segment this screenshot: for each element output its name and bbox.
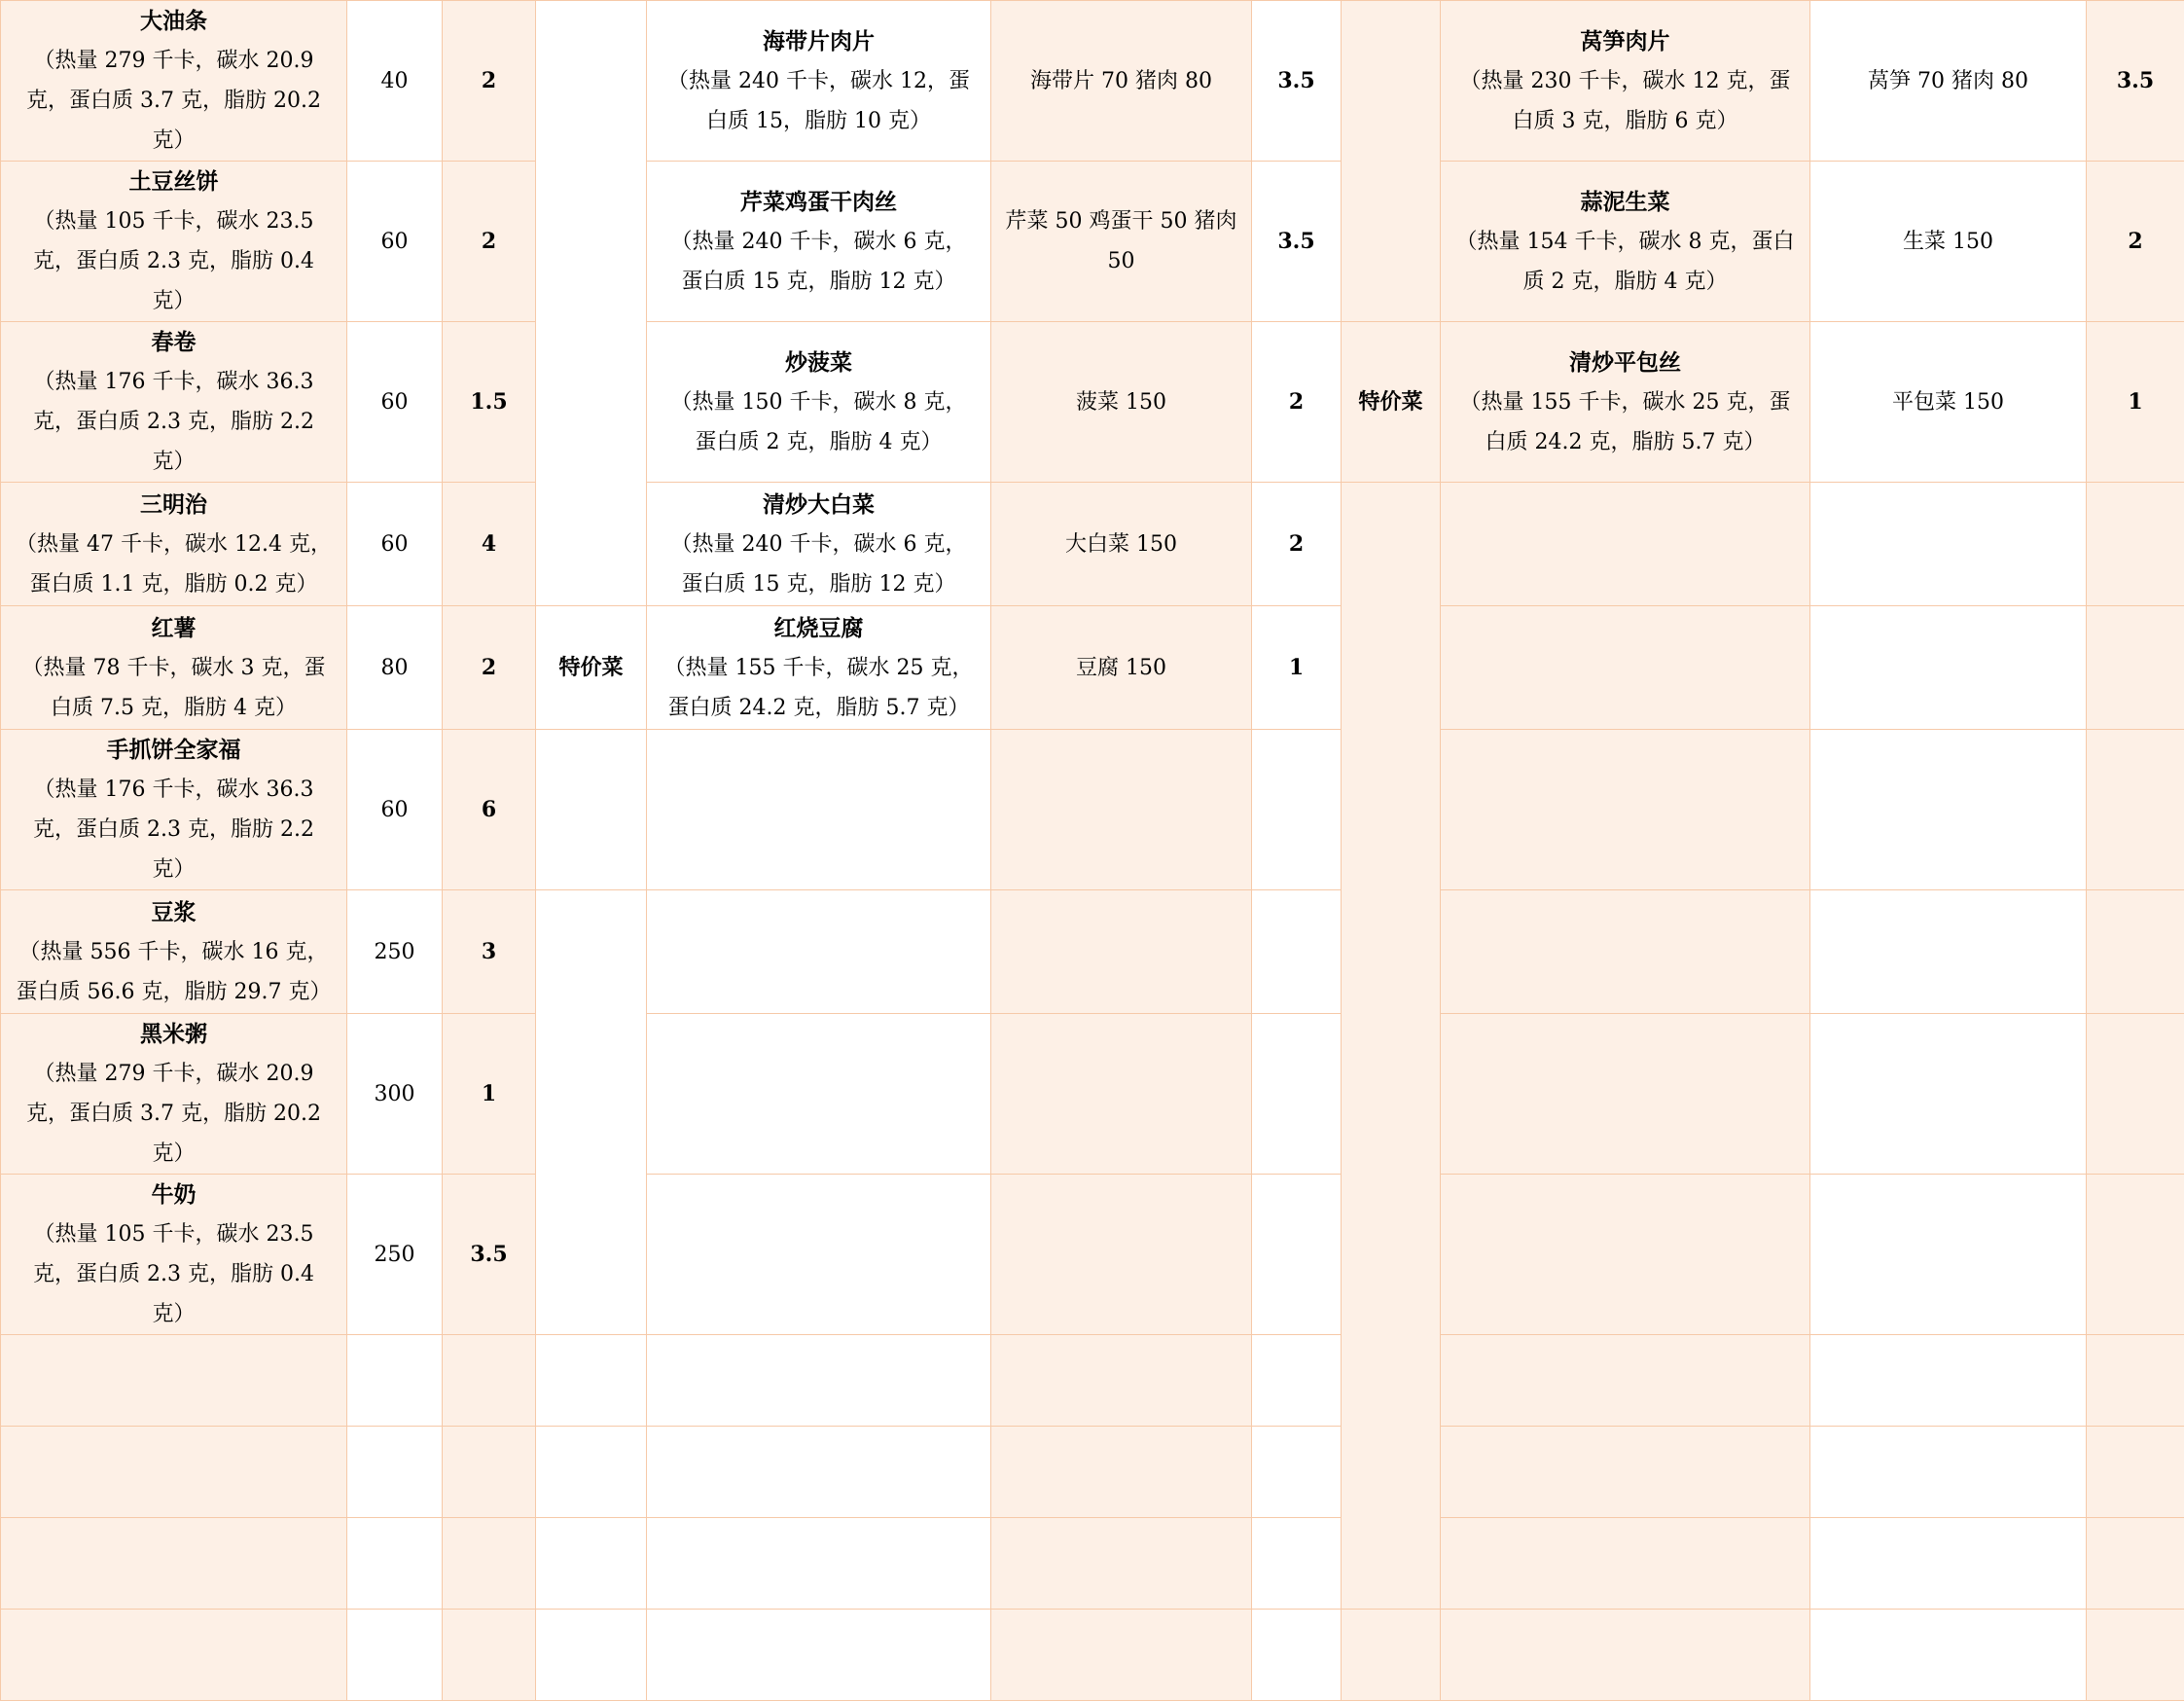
empty-cell — [647, 1427, 991, 1518]
dish-name: 牛奶 — [15, 1175, 333, 1214]
table-row — [1, 606, 2184, 730]
empty-cell — [1342, 483, 1441, 1610]
empty-cell — [1252, 890, 1342, 1014]
staple-price-cell: 3.5 — [443, 1175, 536, 1335]
empty-cell — [2087, 606, 2184, 730]
empty-cell — [443, 1427, 536, 1518]
menu-body — [1, 1, 2184, 1701]
table-row — [1, 730, 2184, 890]
staple-price-cell: 2 — [443, 606, 536, 730]
empty-cell — [991, 1335, 1252, 1427]
special-price-cell: 2 — [2087, 162, 2184, 322]
staple-dish-cell — [1, 890, 347, 1014]
empty-cell — [1441, 730, 1810, 890]
special-dish-cell — [1441, 1, 1810, 162]
empty-cell — [1252, 730, 1342, 890]
staple-price-cell: 4 — [443, 483, 536, 606]
special-price-cell: 1 — [2087, 322, 2184, 483]
staple-price-cell: 1 — [443, 1014, 536, 1175]
dish-name: 莴笋肉片 — [1454, 21, 1796, 61]
dish-name: 海带片肉片 — [661, 21, 977, 61]
empty-cell — [647, 1175, 991, 1335]
dish-name: 红薯 — [15, 608, 333, 648]
empty-cell — [1441, 606, 1810, 730]
staple-qty-cell: 60 — [347, 162, 443, 322]
empty-cell — [2087, 1427, 2184, 1518]
table-row — [1, 162, 2184, 322]
empty-cell — [1441, 890, 1810, 1014]
special-label: 特价菜 — [536, 606, 647, 730]
empty-cell — [991, 730, 1252, 890]
dish-nutrition: （热量 176 千卡，碳水 36.3 克，蛋白质 2.3 克，脂肪 2.2 克） — [15, 770, 333, 889]
empty-cell — [443, 1518, 536, 1610]
empty-cell — [1342, 1610, 1441, 1701]
empty-cell — [347, 1427, 443, 1518]
empty-cell — [647, 1518, 991, 1610]
empty-cell — [1441, 1175, 1810, 1335]
empty-cell — [536, 890, 647, 1335]
empty-cell — [1441, 1518, 1810, 1610]
empty-cell — [1441, 1014, 1810, 1175]
table-row — [1, 1610, 2184, 1701]
dish-name: 手抓饼全家福 — [15, 730, 333, 770]
staple-dish-cell — [1, 1, 347, 162]
special-label: 特价菜 — [1342, 322, 1441, 483]
staple-dish-cell — [1, 606, 347, 730]
staple-dish-cell — [1, 483, 347, 606]
table-row — [1, 1335, 2184, 1427]
empty-cell — [1810, 1518, 2087, 1610]
empty-cell — [1810, 890, 2087, 1014]
dish-nutrition: （热量 154 千卡，碳水 8 克，蛋白质 2 克，脂肪 4 克） — [1454, 222, 1796, 302]
staple-qty-cell: 80 — [347, 606, 443, 730]
staple-price-cell: 2 — [443, 162, 536, 322]
special-price-cell: 3.5 — [1252, 1, 1342, 162]
empty-cell — [1, 1610, 347, 1701]
dish-nutrition: （热量 150 千卡，碳水 8 克，蛋白质 2 克，脂肪 4 克） — [661, 382, 977, 462]
empty-cell — [2087, 1518, 2184, 1610]
empty-cell — [1, 1335, 347, 1427]
special-price-cell: 1 — [1252, 606, 1342, 730]
dish-nutrition: （热量 105 千卡，碳水 23.5 克，蛋白质 2.3 克，脂肪 0.4 克） — [15, 1214, 333, 1334]
dish-nutrition: （热量 240 千卡，碳水 12，蛋白质 15，脂肪 10 克） — [661, 61, 977, 141]
staple-dish-cell — [1, 162, 347, 322]
empty-cell — [536, 1, 647, 606]
table-row — [1, 1518, 2184, 1610]
special-ingredients-cell: 生菜 150 — [1810, 162, 2087, 322]
dish-nutrition: （热量 279 千卡，碳水 20.9 克，蛋白质 3.7 克，脂肪 20.2 克） — [15, 41, 333, 161]
dish-nutrition: （热量 556 千卡，碳水 16 克，蛋白质 56.6 克，脂肪 29.7 克） — [15, 932, 333, 1012]
empty-cell — [1441, 1335, 1810, 1427]
empty-cell — [1441, 1427, 1810, 1518]
dish-nutrition: （热量 155 千卡，碳水 25 克，蛋白质 24.2 克，脂肪 5.7 克） — [1454, 382, 1796, 462]
table-row — [1, 483, 2184, 606]
staple-qty-cell: 300 — [347, 1014, 443, 1175]
empty-cell — [991, 890, 1252, 1014]
special-ingredients-cell: 豆腐 150 — [991, 606, 1252, 730]
special-ingredients-cell: 平包菜 150 — [1810, 322, 2087, 483]
empty-cell — [1810, 483, 2087, 606]
empty-cell — [1252, 1518, 1342, 1610]
special-dish-cell — [647, 1, 991, 162]
dish-name: 蒜泥生菜 — [1454, 182, 1796, 222]
empty-cell — [2087, 730, 2184, 890]
empty-cell — [2087, 1335, 2184, 1427]
empty-cell — [1342, 1, 1441, 322]
empty-cell — [1252, 1427, 1342, 1518]
staple-qty-cell: 60 — [347, 483, 443, 606]
dish-nutrition: （热量 176 千卡，碳水 36.3 克，蛋白质 2.3 克，脂肪 2.2 克） — [15, 362, 333, 482]
table-row — [1, 1, 2184, 162]
empty-cell — [1810, 730, 2087, 890]
dish-nutrition: （热量 47 千卡，碳水 12.4 克，蛋白质 1.1 克，脂肪 0.2 克） — [15, 525, 333, 604]
empty-cell — [1810, 606, 2087, 730]
empty-cell — [536, 1610, 647, 1701]
empty-cell — [347, 1610, 443, 1701]
empty-cell — [1441, 1610, 1810, 1701]
empty-cell — [991, 1518, 1252, 1610]
special-dish-cell — [647, 162, 991, 322]
dish-nutrition: （热量 240 千卡，碳水 6 克，蛋白质 15 克，脂肪 12 克） — [661, 222, 977, 302]
staple-qty-cell: 60 — [347, 322, 443, 483]
dish-name: 清炒平包丝 — [1454, 343, 1796, 382]
empty-cell — [647, 730, 991, 890]
empty-cell — [647, 890, 991, 1014]
dish-name: 三明治 — [15, 485, 333, 525]
dish-name: 大油条 — [15, 1, 333, 41]
special-dish-cell — [647, 483, 991, 606]
empty-cell — [1252, 1175, 1342, 1335]
empty-cell — [536, 730, 647, 890]
table-row — [1, 890, 2184, 1014]
dish-name: 芹菜鸡蛋干肉丝 — [661, 182, 977, 222]
empty-cell — [991, 1175, 1252, 1335]
empty-cell — [1, 1427, 347, 1518]
staple-dish-cell — [1, 730, 347, 890]
empty-cell — [1, 1518, 347, 1610]
empty-cell — [1252, 1335, 1342, 1427]
empty-cell — [2087, 1014, 2184, 1175]
empty-cell — [1252, 1610, 1342, 1701]
empty-cell — [347, 1518, 443, 1610]
empty-cell — [647, 1610, 991, 1701]
empty-cell — [991, 1014, 1252, 1175]
dish-nutrition: （热量 155 千卡，碳水 25 克，蛋白质 24.2 克，脂肪 5.7 克） — [661, 648, 977, 728]
special-ingredients-cell: 大白菜 150 — [991, 483, 1252, 606]
empty-cell — [1810, 1610, 2087, 1701]
dish-name: 红烧豆腐 — [661, 608, 977, 648]
empty-cell — [347, 1335, 443, 1427]
special-ingredients-cell: 海带片 70 猪肉 80 — [991, 1, 1252, 162]
empty-cell — [1252, 1014, 1342, 1175]
staple-price-cell: 2 — [443, 1, 536, 162]
empty-cell — [443, 1335, 536, 1427]
table-row — [1, 1175, 2184, 1335]
special-ingredients-cell: 菠菜 150 — [991, 322, 1252, 483]
empty-cell — [443, 1610, 536, 1701]
special-dish-cell — [1441, 162, 1810, 322]
staple-price-cell: 3 — [443, 890, 536, 1014]
empty-cell — [2087, 1610, 2184, 1701]
staple-dish-cell — [1, 322, 347, 483]
staple-qty-cell: 60 — [347, 730, 443, 890]
special-price-cell: 3.5 — [2087, 1, 2184, 162]
staple-qty-cell: 40 — [347, 1, 443, 162]
special-price-cell: 2 — [1252, 322, 1342, 483]
dish-name: 春卷 — [15, 322, 333, 362]
empty-cell — [2087, 1175, 2184, 1335]
empty-cell — [536, 1427, 647, 1518]
staple-qty-cell: 250 — [347, 1175, 443, 1335]
special-dish-cell — [647, 606, 991, 730]
empty-cell — [1810, 1335, 2087, 1427]
dish-nutrition: （热量 230 千卡，碳水 12 克，蛋白质 3 克，脂肪 6 克） — [1454, 61, 1796, 141]
empty-cell — [647, 1014, 991, 1175]
table-row — [1, 1427, 2184, 1518]
dish-nutrition: （热量 78 千卡，碳水 3 克，蛋白质 7.5 克，脂肪 4 克） — [15, 648, 333, 728]
staple-price-cell: 1.5 — [443, 322, 536, 483]
staple-qty-cell: 250 — [347, 890, 443, 1014]
empty-cell — [1810, 1427, 2087, 1518]
staple-price-cell: 6 — [443, 730, 536, 890]
special-ingredients-cell: 莴笋 70 猪肉 80 — [1810, 1, 2087, 162]
special-dish-cell — [1441, 322, 1810, 483]
special-dish-cell — [647, 322, 991, 483]
empty-cell — [1810, 1175, 2087, 1335]
staple-dish-cell — [1, 1175, 347, 1335]
dish-name: 豆浆 — [15, 892, 333, 932]
empty-cell — [991, 1427, 1252, 1518]
table-row — [1, 1014, 2184, 1175]
empty-cell — [536, 1335, 647, 1427]
dish-nutrition: （热量 105 千卡，碳水 23.5 克，蛋白质 2.3 克，脂肪 0.4 克） — [15, 201, 333, 321]
empty-cell — [2087, 483, 2184, 606]
dish-name: 土豆丝饼 — [15, 162, 333, 201]
staple-dish-cell — [1, 1014, 347, 1175]
empty-cell — [991, 1610, 1252, 1701]
dish-name: 清炒大白菜 — [661, 485, 977, 525]
table-row — [1, 322, 2184, 483]
dish-nutrition: （热量 240 千卡，碳水 6 克，蛋白质 15 克，脂肪 12 克） — [661, 525, 977, 604]
special-price-cell: 3.5 — [1252, 162, 1342, 322]
dish-name: 黑米粥 — [15, 1014, 333, 1054]
special-ingredients-cell: 芹菜 50 鸡蛋干 50 猪肉 50 — [991, 162, 1252, 322]
empty-cell — [1441, 483, 1810, 606]
empty-cell — [536, 1518, 647, 1610]
empty-cell — [2087, 890, 2184, 1014]
empty-cell — [1810, 1014, 2087, 1175]
dish-nutrition: （热量 279 千卡，碳水 20.9 克，蛋白质 3.7 克，脂肪 20.2 克） — [15, 1054, 333, 1174]
dish-name: 炒菠菜 — [661, 343, 977, 382]
special-price-cell: 2 — [1252, 483, 1342, 606]
empty-cell — [647, 1335, 991, 1427]
